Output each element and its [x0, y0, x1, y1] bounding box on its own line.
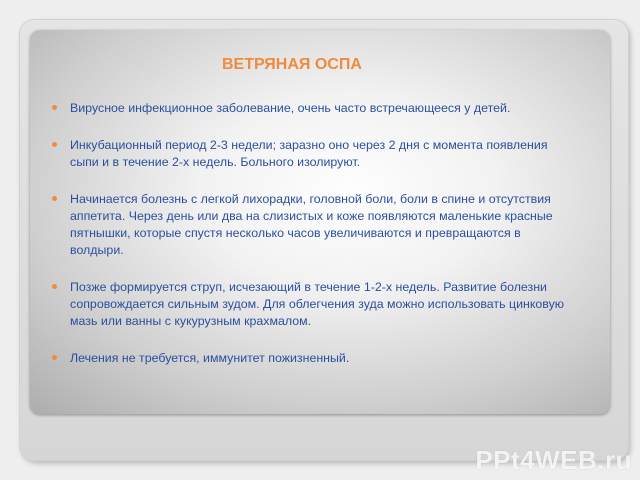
list-item-text: Инкубационный период 2-3 недели; заразно оно через 2 дня с момента появления сыпи и в течение 2-х недель. Больного изолируют.	[70, 138, 548, 169]
list-item	[52, 279, 572, 330]
list-item-text: Позже формируется струп, исчезающий в течение 1-2-х недель. Развитие болезни сопровождается сильным зудом. Для облегчения зуда можно использовать цинковую мазь или ванны с кукурузным крахмалом.	[70, 280, 565, 328]
list-item	[52, 100, 572, 117]
slide-title: ВЕТРЯНАЯ ОСПА	[222, 56, 362, 73]
list-item	[52, 137, 572, 171]
list-item-text: Начинается болезнь с легкой лихорадки, головной боли, боли в спине и отсутствия аппетита. Через день или два на слизистых и коже появляются маленькие красные пятнышки, которые спустя несколько часов увеличиваются и превращаются в волдыри.	[70, 192, 553, 257]
bullet-dot-icon	[52, 196, 57, 201]
list-item	[52, 191, 572, 259]
bullet-dot-icon	[52, 355, 57, 360]
list-item-text: Лечения не требуется, иммунитет пожизненный.	[70, 351, 350, 365]
list-item-text: Вирусное инфекционное заболевание, очень часто встречающееся у детей.	[70, 101, 511, 115]
bullet-dot-icon	[52, 142, 57, 147]
watermark: PPt4WEB.ru	[475, 445, 632, 475]
bullet-list	[52, 100, 572, 367]
bullet-dot-icon	[52, 105, 57, 110]
bullet-dot-icon	[52, 284, 57, 289]
list-item	[52, 350, 572, 367]
